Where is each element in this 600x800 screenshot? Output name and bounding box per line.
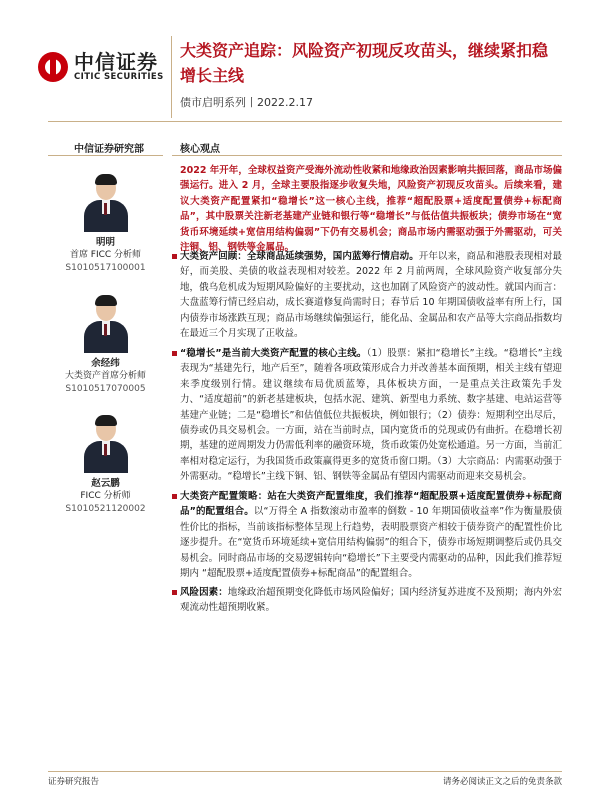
analyst-cert-number: S1010517070005 — [65, 384, 146, 394]
logo-english-name: CITIC SECURITIES — [74, 72, 164, 83]
analyst-cert-number: S1010521120002 — [65, 504, 146, 514]
analyst-card — [48, 293, 163, 396]
analyst-title: FICC 分析师 — [80, 491, 131, 501]
bullet-marker — [172, 590, 177, 595]
citic-logo-icon — [38, 52, 68, 82]
analyst-card — [48, 413, 163, 516]
header-divider — [171, 36, 172, 118]
paragraph-lead: 大类资产配置策略：站在大类资产配置维度，我们推荐“超配股票+适度配置债券+标配商品”的配置组合。 — [180, 491, 562, 518]
paragraph-text: 以“万得全 A 指数滚动市盈率的倒数 - 10 年期国债收益率”作为衡量股债性价比的指标，当前该指标整体呈现上行趋势，表明股票资产相较于债券资产的配置性价比逐步提升。在“宽货币环境延续+宽信用结构偏弱”的组合下，债券市场短期调整后或仍具交易机会。同时商品市场的交易逻辑转向“稳增长”下主要受内需驱动的品种，因此我们推荐短期内 “超配股票+适度配置债券+标配商品”的配置组合。 — [180, 506, 562, 580]
body-paragraph — [180, 489, 562, 581]
summary-paragraph: 2022 年开年，全球权益资产受海外流动性收紧和地缘政治因素影响共振回落，商品市场偏强运行。进入 2 月，全球主要股指逐步收复失地，风险资产初现反攻苗头。后续来看，建议大类资产配置紧扣“稳增长”这一核心主线，推荐“超配股票+适度配置债券+标配商品”，其中股票关注新老基建产业链和银行等“稳增长”与低估值共振板块；债券市场在“宽货币环境延续+宽信用结构偏弱”下仍有交易机会；商品市场内需驱动强于外需驱动，可关注铜、铝、钢铁等金属品。 — [180, 165, 562, 254]
paragraph-text: （1）股票：紧扣“稳增长”主线。“稳增长”主线表现为“基建先行，地产后至”，随着各项政策形成合力并改善基本面预期，相关主线有望迎来季度级别行情。建议继续布局优质蓝筹，具体板块方面，一是重点关注政策先手发力、“适度超前”的新老基建板块，包括水泥、建筑、新型电力系统、数字基建、电站运营等基建产业链；二是“稳增长”和估值低位共振板块，例如银行；（2）债券：短期利空出尽后，债券或仍具交易机会。一方面，站在当前时点，国内宽货币的兑现或仍有曲折。在稳增长初期，基建的逆周期发力仍需低利率的融资环境，货币政策仍处宽松通道。另一方面，当前汇率相对稳定运行，为我国货币政策赢得更多的宽货币窗口期。（3）大宗商品：内需驱动强于外需驱动。“稳增长”主线下铜、铝、钢铁等金属品有望因内需驱动而迎来交易机会。 — [180, 348, 562, 483]
analyst-photo — [82, 293, 130, 353]
footer-rule — [48, 771, 562, 772]
paragraph-lead: 大类资产回顾：全球商品延续强势，国内蓝筹行情启动。 — [180, 251, 419, 262]
analyst-cert-number: S1010517100001 — [65, 263, 146, 273]
bullet-marker — [172, 494, 177, 499]
analyst-title: 首席 FICC 分析师 — [69, 250, 142, 260]
footer-disclaimer-text: 请务必阅读正文之后的免责条款 — [442, 777, 562, 787]
citic-logo — [38, 52, 164, 82]
analyst-photo — [82, 172, 130, 232]
paragraph-lead: 风险因素： — [180, 587, 228, 598]
analyst-name: 赵云鹏 — [91, 478, 120, 489]
footer-left-text: 证券研究报告 — [48, 777, 100, 787]
report-series-date: 债市启明系列丨2022.2.17 — [180, 96, 313, 109]
logo-chinese-name: 中信证券 — [74, 50, 158, 75]
body-paragraph — [180, 585, 562, 616]
bullet-marker — [172, 351, 177, 356]
bullet-marker — [172, 254, 177, 259]
paragraph-text: 开年以来，商品和港股表现相对最好，而美股、美债的收益表现相对较差。2022 年 2 月前两周，全球风险资产收复部分失地，俄乌危机成为短期风险偏好的主要扰动，这也加剧了风险资产的波动性。就国内而言：大盘蓝筹行情已经启动，成长赛道修复尚需时日；春节后 10 年期国债收益率有所上行，国内债券市场涨跌互现；商品市场继续偏强运行，能化品、金属品和农产品等大宗商品指数均在最近三个月实现了正收益。 — [180, 251, 562, 340]
paragraph-lead: “稳增长”是当前大类资产配置的核心主线。 — [180, 348, 367, 359]
core-views-heading: 核心观点 — [180, 144, 220, 155]
left-heading-rule — [48, 155, 163, 156]
analyst-title: 大类资产首席分析师 — [64, 371, 146, 381]
paragraph-text: 地缘政治超预期变化降低市场风险偏好；国内经济复苏进度不及预期；海内外宏观流动性超预期收紧。 — [180, 587, 562, 614]
right-heading-rule — [172, 155, 562, 156]
analyst-card — [48, 172, 163, 275]
research-dept-heading: 中信证券研究部 — [74, 144, 144, 155]
report-title: 大类资产追踪：风险资产初现反攻苗头，继续紧扣稳增长主线 — [180, 41, 549, 85]
analyst-name: 明明 — [95, 237, 115, 248]
header-rule — [48, 121, 562, 122]
analyst-name: 余经纬 — [91, 358, 120, 369]
body-paragraph — [180, 346, 562, 485]
analyst-photo — [82, 413, 130, 473]
body-paragraph — [180, 249, 562, 341]
